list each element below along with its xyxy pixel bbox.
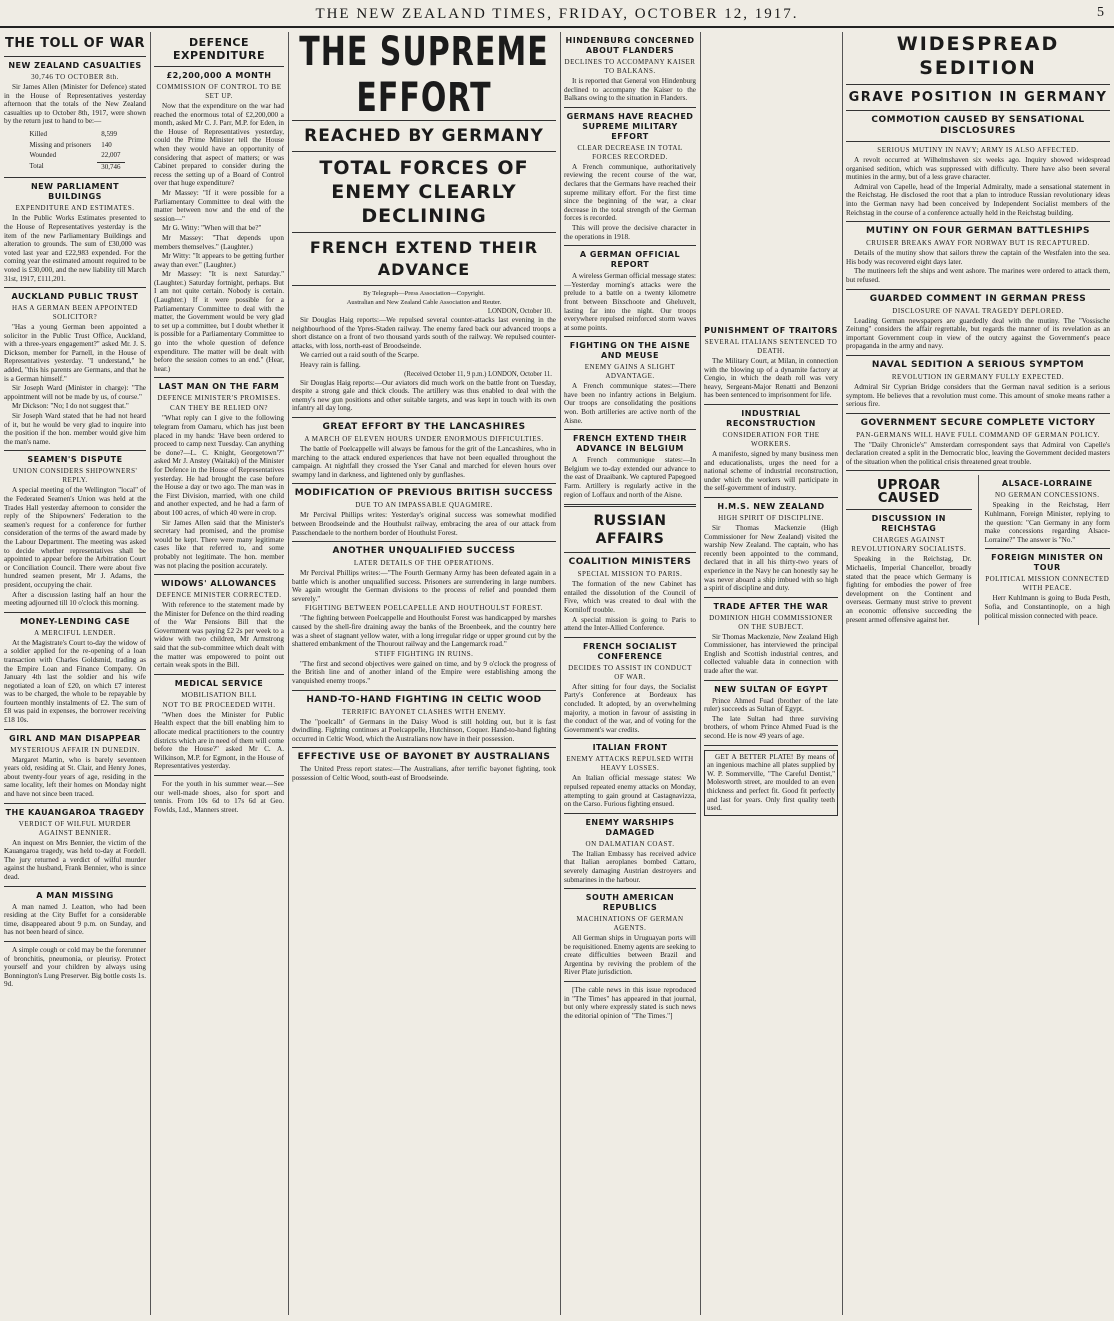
subhead: NEW ZEALAND CASUALTIES xyxy=(8,61,142,70)
page-number: 5 xyxy=(1097,5,1104,20)
uproar-section xyxy=(846,475,1110,625)
deck: ENEMY GAINS A SLIGHT ADVANTAGE. xyxy=(584,363,676,381)
article-text: Sir Thomas Mackenzie (High Commissioner for New Zealand) visited the warship New Zealand. The captain, who has recently been appointed to the command, declared that in all his thirty-two years of experience in the Navy he can honestly say he was never aboard a ship imbued with so high a spirit of discipline and duty. xyxy=(704,523,838,593)
article-text: Sir James Allen (Minister for Defence) stated in the House of Representatives yesterday afternoon that the totals of the New Zealand casualties up to October 8th, 1917, were shown by the return just to hand to be:— xyxy=(4,83,146,126)
headline: MEDICAL SERVICE xyxy=(174,678,264,688)
main-headline: THE SUPREME EFFORT xyxy=(299,32,549,122)
headline: GERMANS HAVE REACHED SUPREME MILITARY EFFORT xyxy=(566,111,694,141)
headline: NEW PARLIAMENT BUILDINGS xyxy=(30,182,120,202)
article-text: The formation of the new Cabinet has entailed the dissolution of the Council of Five, which was created to deal with the Korniloff trouble. xyxy=(564,580,696,614)
table-row: Wounded 22,007 xyxy=(29,151,121,160)
headline: MODIFICATION OF PREVIOUS BRITISH SUCCESS xyxy=(294,488,554,499)
deck: HAS A GERMAN BEEN APPOINTED SOLICITOR? xyxy=(12,304,138,322)
article-text: Sir Joseph Ward stated that he had not heard of it, but he would be very glad to inquire into the position if the hon. member would give him the man's name. xyxy=(4,412,146,446)
deck: SERIOUS MUTINY IN NAVY; ARMY IS ALSO AFFECTED. xyxy=(877,146,1079,154)
column-4 xyxy=(564,32,696,1317)
uproar-column xyxy=(846,475,972,625)
article-text: This will prove the decisive character in the operations in 1918. xyxy=(564,223,696,241)
article-text: It is reported that General von Hindenburg declined to accompany the Kaiser to the Balkans owing to the situation in Flanders. xyxy=(564,77,696,103)
headline: HINDENBURG CONCERNED ABOUT FLANDERS xyxy=(565,36,695,55)
article-text: Prince Ahmed Fuad (brother of the late ruler) succeeds as Sultan of Egypt. xyxy=(704,696,838,714)
article-text: Details of the mutiny show that sailors threw the captain of the Westfalen into the sea. His body was recovered eight days later. xyxy=(846,249,1110,266)
deck: CONSIDERATION FOR THE WORKERS. xyxy=(722,430,820,448)
advertisement: For the youth in his summer wear.—See our well-made shoes, also for sport and tennis. From 10s 6d to 17s 6d at Geo. Fowlds, Ltd., Manners street. xyxy=(154,780,284,814)
article-text: A special meeting of the Wellington "local" of the Federated Seamen's Union was held at the Trades Hall yesterday afternoon to consider the reply of the Shipowners' Federation to the seamen's request for a conference for further consideration of the terms of the award made by the Labour Department. The meeting was asked to decide whether representatives shall be appointed to appear before the Arbitration Court or Conciliation Council. There were about five hundred seamen present, Mr J. Adams, the president, occupying the chair. xyxy=(4,486,146,589)
article-text: Mr Witty: "It appears to be getting further away than ever." (Laughter.) xyxy=(154,252,284,269)
deck: A MERCIFUL LENDER. xyxy=(34,628,116,637)
headline: MUTINY ON FOUR GERMAN BATTLESHIPS xyxy=(866,226,1090,237)
article-text: "What reply can I give to the following telegram from Oamaru, which has just been placed in my hands: 'Have been ordered to proceed to camp next Tuesday. Can anything be done?—L. C. Knight, Georgetown'?" asked Mr J. Anstey (Waitaki) of the Minister for Defence in the House of Representatives yesterday. He had brought the case before the House a day or two ago. The man was in the First Division, married, with one child and another expected, and he had a farm of about 100 acres, of which 40 were in crop. xyxy=(154,414,284,517)
column-1 xyxy=(4,32,146,1317)
headline: FOREIGN MINISTER ON TOUR xyxy=(991,553,1104,573)
headline: HAND-TO-HAND FIGHTING IN CELTIC WOOD xyxy=(306,694,542,705)
deck: DISCLOSURE OF NAVAL TRAGEDY DEPLORED. xyxy=(892,306,1064,315)
headline: COMMOTION CAUSED BY SENSATIONAL DISCLOSURES xyxy=(871,115,1085,136)
dateline: (Received October 11, 9 p.m.) LONDON, October 11. xyxy=(404,370,552,378)
article-text: Admiral Sir Cyprian Bridge considers that the German naval sedition is a serious symptom. He believes that a revolution must come. This amount of smoke means rather a serious fire. xyxy=(846,382,1110,409)
headline: INDUSTRIAL RECONSTRUCTION xyxy=(726,408,816,428)
advertisement: GET A BETTER PLATE! By means of an ingenious machine all plates supplied by W. P. Sommerville, "The Careful Dentist," Molesworth street, are moulded to an even thickness and perfect fit. Good fit perfectly and last for years. Only first quality teeth used. xyxy=(704,750,838,816)
subhead: COALITION MINISTERS xyxy=(568,557,692,568)
deck: REVOLUTION IN GERMANY FULLY EXPECTED. xyxy=(891,372,1065,381)
article-text: Mr Massey: "That depends upon members themselves." (Laughter.) xyxy=(154,233,284,251)
headline: WIDOWS' ALLOWANCES xyxy=(161,579,277,589)
article-text: Admiral von Capelle, head of the Imperial Admiralty, made a sensational statement in the Reichstag. He disclosed the root that a plan to introduce Russian revolutionary ideas into the German navy had been conceived by Independent Socialist members of the Reichstag in the course of a conference actually held in the Reichstag building. xyxy=(846,182,1110,217)
article-text: We carried out a raid south of the Scarpe. xyxy=(300,351,419,360)
headline: GREAT EFFORT BY THE LANCASHIRES xyxy=(322,421,526,432)
masthead-title: THE NEW ZEALAND TIMES, FRIDAY, OCTOBER 12, 1917. xyxy=(315,6,799,22)
deck: SPECIAL MISSION TO PARIS. xyxy=(577,570,683,579)
alsace-column xyxy=(985,475,1111,625)
headline: THE TOLL OF WAR xyxy=(5,36,145,51)
headline: FRENCH EXTEND THEIR ADVANCE xyxy=(309,238,539,279)
casualty-table xyxy=(23,128,126,173)
article-text: With reference to the statement made by the Minister for Defence on the third reading of the War Pensions Bill that the Government was paying £2 2s per week to a widow with two children, Mr Armstrong said that the sub-committee which dealt with the matter was empowered to point out certain weak spots in the Bill. xyxy=(154,601,284,670)
byline: By Telegraph—Press Association—Copyright. xyxy=(363,290,485,297)
article-text: The Italian Embassy has received advice that Italian aeroplanes bombed Cattaro, severely damaging Austrian destroyers and submarines in the harbour. xyxy=(564,849,696,884)
article-text: Sir Douglas Haig reports:—Our aviators did much work on the battle front on Tuesday, despite a strong gale and thick clouds. The artillery was thus enabled to deal with the enemy's new gun positions and other suitable targets, and was kept in touch with its own infantry all day long. xyxy=(292,378,556,413)
masthead xyxy=(0,0,1114,28)
headline: SOUTH AMERICAN REPUBLICS xyxy=(585,893,675,913)
article-text: Speaking in the Reichstag, Herr Kuhlmann, Foreign Minister, replying to the question: "Can Germany in any form make concessions regarding Alsace-Lorraine?" The answer is "No." xyxy=(984,501,1110,544)
headline: GUARDED COMMENT IN GERMAN PRESS xyxy=(869,293,1087,304)
headline: THE KAUANGAROA TRAGEDY xyxy=(5,807,145,817)
deck: LATER DETAILS OF THE OPERATIONS. xyxy=(353,559,495,568)
deck: DEFENCE MINISTER CORRECTED. xyxy=(156,591,282,600)
article-text: A revolt occurred at Wilhelmshaven six weeks ago. Inquiry showed widespread organised sedition, which was suppressed with difficulty. There have also been several mutinies in the army, but of a less grave character. xyxy=(846,156,1110,182)
deck: CLEAR DECREASE IN TOTAL FORCES RECORDED. xyxy=(577,143,683,161)
deck: HIGH SPIRIT OF DISCIPLINE. xyxy=(718,513,824,522)
article-text: Speaking in the Reichstag, Dr. Michaelis, Imperial Chancellor, broadly stated that the peace which Germany is fighting for embodies the power of free development on the Continent and overseas. Germany must strive to prevent an economic offensive succeeding the present armed offensive against her. xyxy=(846,555,972,624)
headline: MONEY-LENDING CASE xyxy=(19,616,131,626)
column-rule xyxy=(150,32,151,1315)
article-text: "When does the Minister for Public Health expect that the bill enabling him to allocate medical practitioners to the country districts which are in need of them will come before the House?" asked Mr C. A. Wilkinson, M.P. for Egmont, in the House of Representatives yesterday. xyxy=(154,710,284,771)
headline: EFFECTIVE USE OF BAYONET BY AUSTRALIANS xyxy=(297,752,551,763)
article-text: Leading German newspapers are guardedly deal with the mutiny. The "Vossische Zeitung" considers the affair regrettable, but regards the manner of its revelation as an important Government coup in view of the outcry against the Government's peace propaganda in the army and navy. xyxy=(846,316,1110,351)
deck: A MARCH OF ELEVEN HOURS UNDER ENORMOUS DIFFICULTIES. xyxy=(304,434,544,443)
article-text: Mr Percival Phillips writes: Yesterday's original success was somewhat modified between Broodseinde and the Houthulst railway, embracing the area of our attack from Passchendaele to the northern border of Houthulst Forest. xyxy=(292,511,556,537)
deck: STIFF FIGHTING IN RUINS. xyxy=(374,649,474,658)
article-text: Sir James Allen said that the Minister's secretary had promised, and the promise would be kept. There were many legitimate cases like that referred to, and some probably not legitimate. The hon. member was not placing the position accurately. xyxy=(154,518,284,570)
headline: A GERMAN OFFICIAL REPORT xyxy=(579,250,681,270)
deck: PAN-GERMANS WILL HAVE FULL COMMAND OF GERMAN POLICY. xyxy=(856,430,1100,439)
article-text: The United Press report states:—The Australians, after terrific bayonet fighting, took possession of Celtic Wood, south-east of Broodseinde. xyxy=(292,765,556,782)
headline: RUSSIAN AFFAIRS xyxy=(593,513,667,548)
byline: Australian and New Zealand Cable Association and Reuter. xyxy=(346,299,502,306)
deck: UNION CONSIDERS SHIPOWNERS' REPLY. xyxy=(12,467,138,485)
table-row: Total 30,746 xyxy=(25,162,124,172)
headline: REACHED BY GERMANY xyxy=(304,126,544,146)
article-text: Sir Douglas Haig reports:—We repulsed several counter-attacks last evening in the neighbourhood of the Ypres-Staden railway. The enemy fared back our advanced troops a short distance on a front of two thousand yards south of the railway. We repulsed counter-attacks, with loss, north-east of Broodseinde. xyxy=(292,316,556,350)
deck: VERDICT OF WILFUL MURDER AGAINST BENNIER. xyxy=(18,819,132,837)
deck: NO GERMAN CONCESSIONS. xyxy=(994,491,1100,500)
advertisement: A simple cough or cold may be the forerunner of bronchitis, pneumonia, or pleurisy. Protect yourself and your children by always using Bonnington's Lung Preserver. Big bottle costs 1s. 9d. xyxy=(4,945,146,989)
headline: PUNISHMENT OF TRAITORS xyxy=(704,326,838,335)
deck: ENEMY ATTACKS REPULSED WITH HEAVY LOSSES. xyxy=(566,755,694,773)
article-text: Mr Percival Phillips writes:—"The Fourth Germany Army has been defeated again in a battle which is another unqualified success. Prisoners are surrendering in large numbers. We again wrought the German divisions to the process of relief and pounded them severely." xyxy=(292,569,556,603)
headline: WIDESPREAD SEDITION xyxy=(896,33,1060,79)
article-text: Mr G. Witty: "When will that be?" xyxy=(162,224,262,233)
article-text: Sir Thomas Mackenzie, New Zealand High Commissioner, has interviewed the principal English and Scottish industrial centres, and collected valuable data in connection with trade after the war. xyxy=(704,632,838,676)
article-text: The "poelcallt" of Germans in the Daisy Wood is still holding out, but it is fast dwindling. Fighting continues at Poelcappelle, Hutchinson, Coquer. Hand-to-hand fighting occurred in Celtic Wood, which the Australians now have in their possession. xyxy=(292,717,556,743)
article-text: All German ships in Uruguayan ports will be requisitioned. Enemy agents are seeking to create difficulties between Brazil and Argentina by reviving the problem of the River Plate jurisdiction. xyxy=(564,934,696,977)
headline: GIRL AND MAN DISAPPEAR xyxy=(9,733,141,743)
headline: ITALIAN FRONT xyxy=(592,743,668,753)
subhead: £2,200,000 A MONTH xyxy=(166,71,272,80)
headline: GOVERNMENT SECURE COMPLETE VICTORY xyxy=(860,417,1096,428)
article-text: After a discussion lasting half an hour the meeting adjourned till 10 o'clock this morning. xyxy=(4,590,146,608)
headline: UPROAR CAUSED xyxy=(876,478,941,507)
headline: FRENCH SOCIALIST CONFERENCE xyxy=(582,641,678,661)
article-text: Sir Joseph Ward (Minister in charge): "The appointment will not be made by us, of course." xyxy=(4,384,146,401)
column-5 xyxy=(704,32,838,1317)
headline: NAVAL SEDITION A SERIOUS SYMPTOM xyxy=(871,359,1085,370)
article-text: An inquest on Mrs Bennier, the victim of the Kauangaroa tragedy, was held to-day at Fordell. The jury returned a verdict of wilful murder against the husband, Frank Bennier, who is since dead. xyxy=(4,838,146,881)
deck: MACHINATIONS OF GERMAN AGENTS. xyxy=(576,915,684,933)
headline: DEFENCE EXPENDITURE xyxy=(173,36,265,62)
column-rule xyxy=(700,32,701,1315)
article-text: Now that the expenditure on the war had reached the enormous total of £2,200,000 a month, asked Mr C. J. Parr, M.P. for Eden, in the House of Representatives yesterday, could the Prime Minister tell the House when they would have an opportunity of considering that aspect of matters; or was Cabinet prepared to consider during the recess the setting up of a Board of Control over that huge expenditure? xyxy=(154,102,284,188)
article-text: At the Magistrate's Court to-day the widow of a soldier applied for the re-opening of a loan transaction with Charles Goldsmid, trading as the Empire Loan and Finance Company. On January 4th last the soldier and his wife negotiated a loan of £20, on which £7 interest was to be charged, the whole to be repayable by fourteen monthly instalments of £2. The sum of £8 was paid in expenses, the borrower receiving £18 10s. xyxy=(4,638,146,725)
article-text: Mr Dickson: "No; I do not suggest that." xyxy=(12,402,129,411)
article-text: An Italian official message states: We repulsed repeated enemy attacks on Monday, attempting to gain ground at Castagnavizza, on the Carso. Furious fighting ensued. xyxy=(564,774,696,809)
deck: FIGHTING BETWEEN POELCAPELLE AND HOUTHOULST FOREST. xyxy=(305,604,543,613)
headline: A MAN MISSING xyxy=(36,890,114,900)
column-3 xyxy=(292,32,556,1317)
column-6 xyxy=(846,32,1110,1317)
headline: FRENCH EXTEND THEIR ADVANCE IN BELGIUM xyxy=(572,434,688,454)
deck: CAN THEY BE RELIED ON? xyxy=(169,404,269,413)
article-text: A special mission is going to Paris to attend the Inter-Allied Conference. xyxy=(564,615,696,633)
article-text: "The fighting between Poelcappelle and Houthoulst Forest was handicapped by marshes caused by the shell-fire draining away the banks of the Broenbeek, and the country here was a sheet of stagnant yellow water, with a long irregular ridge or upper ground cut by the shattered embankment of the Thourout railway and the Langemarck road." xyxy=(292,614,556,649)
article-text: "Has a young German been appointed a solicitor in the Public Trust Office, Auckland, with a three-years engagement?" asked Mr. J. S. Dickson, member for Parnell, in the House of Representatives yesterday. "I understand," he added, "this his parents are Germans, and that he is a German himself." xyxy=(4,323,146,383)
article-text: Mr Massey: "It is next Saturday." (Laughter.) Saturday fortnight, perhaps. But I am not quite certain. Nobody is certain. (Laughter.) If it were possible for a Parliamentary Committee to deal with the matter, the Government would be very glad to set up a committee, but I doubt whether it is possible for a Parliamentary Committee to go into the whole question of defence expenditure. The matter will be dealt with before the session comes to an end." (Hear, hear.) xyxy=(154,270,284,373)
deck: 30,746 TO OCTOBER 8th. xyxy=(31,73,119,81)
article-text: The mutineers left the ships and went ashore. The marines were ordered to attack them, but refused. xyxy=(846,267,1110,284)
headline: TOTAL FORCES OF ENEMY CLEARLY DECLINING xyxy=(319,157,529,227)
table-row: Killed 8,599 xyxy=(29,129,118,138)
deck: SEVERAL ITALIANS SENTENCED TO DEATH. xyxy=(704,338,838,355)
column-2 xyxy=(154,32,284,1317)
article-text: The late Sultan had three surviving brothers, of whom Prince Ahmed Fuad is the second. He is now 49 years of age. xyxy=(704,714,838,741)
deck: MYSTERIOUS AFFAIR IN DUNEDIN. xyxy=(10,745,140,754)
article-text: Herr Kuhlmann is going to Buda Pesth, Sofia, and Constantinople, on a high political mission connected with peace. xyxy=(984,594,1110,620)
headline: SEAMEN'S DISPUTE xyxy=(27,455,123,465)
article-text: Margaret Martin, who is barely seventeen years old, residing at St. Clair, and Henry Jones, about twenty-four years of age, residing in the same locality, left their homes on Monday night and have not since been traced. xyxy=(4,755,146,799)
headline: LAST MAN ON THE FARM xyxy=(158,382,280,392)
article-text: A French communique, authoritatively reviewing the recent course of the war, declares that the Germans have reached their supreme military effort. For the first time since the beginning of the war, a clear decrease in the total strength of the German forces is recorded. xyxy=(564,162,696,223)
deck: NOT TO BE PROCEEDED WITH. xyxy=(162,700,276,709)
headline: ENEMY WARSHIPS DAMAGED xyxy=(585,817,675,837)
deck: DOMINION HIGH COMMISSIONER ON THE SUBJECT. xyxy=(709,613,833,631)
column-rule xyxy=(842,32,843,1315)
article-text: After sitting for four days, the Socialist Party's Conference at Bordeaux has concluded. It adopted, by an overwhelming majority, a motion in favour of assisting in the conduct of the war, and of voting for the Government's war credits. xyxy=(564,682,696,734)
headline: NEW SULTAN OF EGYPT xyxy=(714,684,828,694)
headline: ANOTHER UNQUALIFIED SUCCESS xyxy=(332,546,516,557)
deck: DUE TO AN IMPASSABLE QUAGMIRE. xyxy=(355,501,493,510)
article-text: The "Daily Chronicle's" Amsterdam correspondent says that Admiral von Capelle's declaration created a split in the Democratic bloc, leaving the Government decided masters of the situation when the political crisis threatened great trouble. xyxy=(846,440,1110,466)
article-text: A French communique states:—There have been no infantry actions in Belgium. Our troops are consolidating the positions won. Both artilleries are active north of the Aisne. xyxy=(564,382,696,425)
headline: TRADE AFTER THE WAR xyxy=(713,601,829,611)
table-row: Missing and prisoners 140 xyxy=(29,140,112,149)
deck: CRUISER BREAKS AWAY FOR NORWAY BUT IS RECAPTURED. xyxy=(866,239,1090,248)
deck: DECIDES TO ASSIST IN CONDUCT OF WAR. xyxy=(568,663,692,681)
headline: ALSACE-LORRAINE xyxy=(1001,479,1093,489)
dateline: LONDON, October 10. xyxy=(487,308,552,315)
article-text: The battle of Poelcappelle will always be famous for the grit of the Lancashires, who in marching to the attack endured experiences that have not been equalled throughout the campaign. At nightfall they crossed the Yser Canal and marched for eleven hours over swampy land in darkness, and lightened only by gunflashes. xyxy=(292,444,556,479)
column-rule xyxy=(288,32,289,1315)
editorial-note: [The cable news in this issue reproduced in "The Times" has appeared in that journal, but only where expressly stated is such news the editorial opinion of "The Times."] xyxy=(564,986,696,1020)
article-text: A French communique states:—In Belgium we to-day extended our advance to the east of Draaibank. We captured Papegoed Farm. Artillery is regularly active in the region of Loffaux and north of the Aisne. xyxy=(564,456,696,499)
article-text: Heavy rain is falling. xyxy=(300,360,361,369)
article-text: In the Public Works Estimates presented to the House of Representatives yesterday is the item of the new Parliamentary Buildings and alteration to grounds. The sum of £30,000 was voted last year and £22,983 expended. For the coming year the estimated amount required to be voted is £30,000, and the new liability till March 31st, 1917, £111,201. xyxy=(4,214,146,283)
article-text: The Military Court, at Milan, in connection with the blowing up of a dynamite factory at Cengio, in which the death roll was very heavy, Sergeant-Major Renatti and Benzoni has been sentenced to imprisonment for life. xyxy=(704,357,838,400)
article-text: A wireless German official message states:—Yesterday morning's attacks were the prelude to a battle on a twenty kilometre front between Bixschoote and Gheluvelt, lasting far into the night. Our troops everywhere repulsed reinforced storm waves at some points. xyxy=(564,272,696,332)
article-text: Mr Massey: "If it were possible for a Parliamentary Committee to deal with the matter between now and the end of the session—" xyxy=(154,188,284,223)
deck: CHARGES AGAINST REVOLUTIONARY SOCIALISTS. xyxy=(851,536,967,554)
deck: DEFENCE MINISTER'S PROMISES. xyxy=(157,394,281,403)
subhead: DISCUSSION IN REICHSTAG xyxy=(871,514,946,534)
headline: H.M.S. NEW ZEALAND xyxy=(717,501,825,511)
column-rule xyxy=(560,32,561,1315)
deck: EXPENDITURE AND ESTIMATES. xyxy=(15,204,135,213)
deck: ON DALMATIAN COAST. xyxy=(585,839,675,848)
deck: DECLINES TO ACCOMPANY KAISER TO BALKANS. xyxy=(564,58,696,75)
headline: FIGHTING ON THE AISNE AND MEUSE xyxy=(569,341,691,361)
deck: TERRIFIC BAYONET CLASHES WITH ENEMY. xyxy=(342,707,506,716)
article-text: "The first and second objectives were gained on time, and by 9 o'clock the progress of the British line and of another inland of the Empire were establishing among the vanquished enemy troops." xyxy=(292,659,556,686)
article-text: A manifesto, signed by many business men and educationalists, urges the need for a national scheme of industrial reconstruction, under which the workers will participate in the self-government of industry. xyxy=(704,449,838,493)
deck: POLITICAL MISSION CONNECTED WITH PEACE. xyxy=(985,575,1110,593)
headline: GRAVE POSITION IN GERMANY xyxy=(848,90,1108,105)
headline: AUCKLAND PUBLIC TRUST xyxy=(11,292,139,302)
deck: MOBILISATION BILL xyxy=(181,690,257,699)
article-text: A man named J. Leatton, who had been residing at the City Buffet for a considerable time, disappeared about 9 p.m. on Sunday, and has not been heard of since. xyxy=(4,902,146,937)
deck: COMMISSION OF CONTROL TO BE SET UP. xyxy=(156,83,282,100)
